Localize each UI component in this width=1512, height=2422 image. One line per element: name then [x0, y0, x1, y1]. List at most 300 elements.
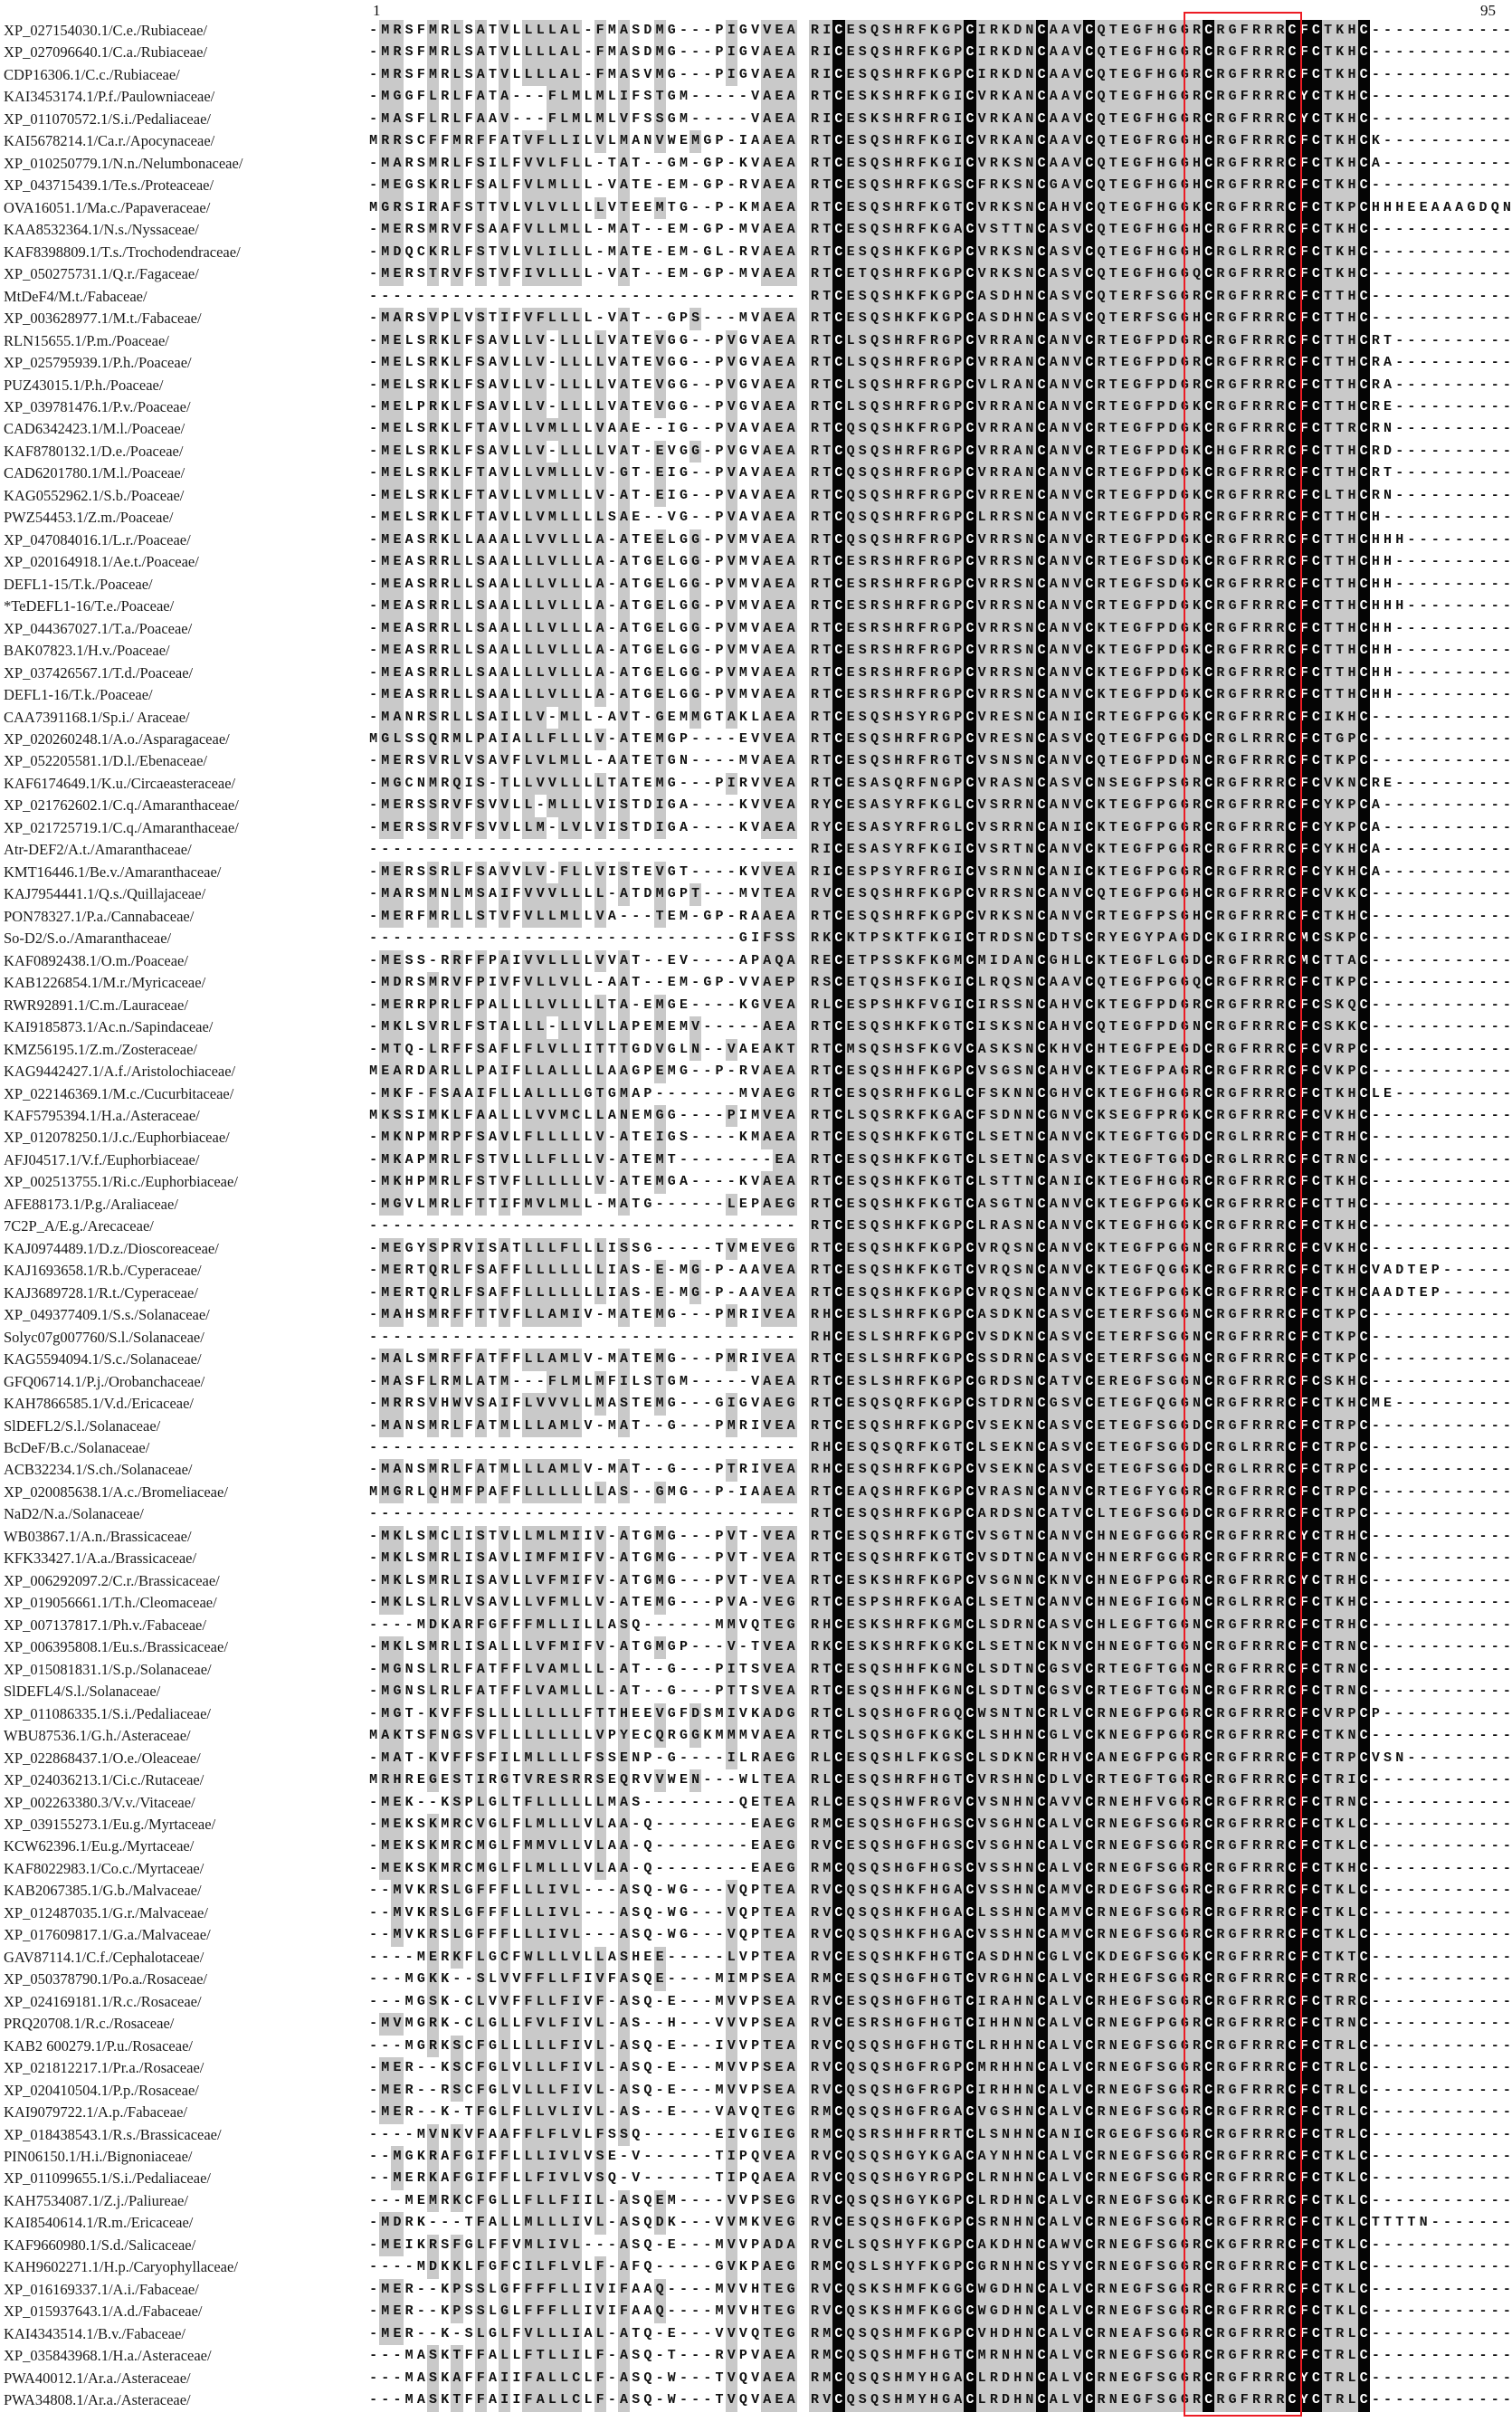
sequence-cells: - M K L S V R L F S T A L L L - L L V L L A P E M E M V - - - - - A E A R T C E S Q S H K F K G T C I S K S N C A H V C Q T E G F P D G N C R G F R R R C F C S K K C - - - - - - - - - - - -: [367, 1016, 1512, 1038]
sequence-name: XP_021762602.1/C.q./Amaranthaceae/: [4, 796, 239, 815]
sequence-name: XP_027154030.1/C.e./Rubiaceae/: [4, 22, 208, 39]
sequence-cells: - M K L S M R L I S A V L L V F M I F V - A T G M G - - - P V T - V E A R T C E S K S H R F K G P C V S G N N C K N V C H N E G F P G G R C R G F R R R C Y C T R H C - - - - - - - - - - - -: [367, 1570, 1512, 1592]
alignment-row: [0, 1748, 1512, 1769]
alignment-row: [0, 1238, 1512, 1260]
sequence-name: KMT16446.1/Be.v./Amaranthaceae/: [4, 863, 222, 881]
sequence-name: ACB32234.1/S.ch./Solanaceae/: [4, 1461, 193, 1479]
sequence-name: KAF6174649.1/K.u./Circaeasteraceae/: [4, 774, 236, 792]
alignment-row: [0, 2389, 1512, 2411]
sequence-name: SlDEFL4/S.l./Solanaceae/: [4, 1683, 161, 1701]
alignment-row: [0, 1393, 1512, 1415]
sequence-cells: - M E R S S R V F S V V L L M - L V L V I S T D I G A - - - - K V A E A R Y C E S A S Y R F R G L C V S R R N C A N I C K T E G F P G G R C R G F R R R C F C Y K P C A - - - - - - - - - - -: [367, 817, 1512, 839]
alignment-row: [0, 1503, 1512, 1525]
sequence-cells: - M E L S R K L F T A V L L V M L L L V - G T - E I G - - P V A V A E A R T C Q S Q S H R F R G P C V R R A N C A N V C R T E G F P D G K C R G F R R R C F C T T H C R T - - - - - - - - - -: [367, 462, 1512, 484]
sequence-name: KAJ7954441.1/Q.s./Quillajaceae/: [4, 885, 206, 903]
sequence-name: XP_012487035.1/G.r./Malvaceae/: [4, 1903, 208, 1921]
alignment-row: [0, 995, 1512, 1016]
sequence-cells: - M R S F M R L S A T V L L L L A L - F M A S V M G - - - P I G V A E A R I C E S Q S H R F K G P C I R K D N C A A V C Q T E G F H G G R C R G F R R R C F C T K H C - - - - - - - - - - - -: [367, 64, 1512, 86]
sequence-name: KMZ56195.1/Z.m./Zosteraceae/: [4, 1040, 197, 1058]
alignment-row: [0, 1416, 1512, 1437]
alignment-row: [0, 1681, 1512, 1702]
alignment-row: [0, 817, 1512, 839]
alignment-row: [0, 1437, 1512, 1459]
alignment-row: [0, 462, 1512, 484]
alignment-row: [0, 2323, 1512, 2345]
sequence-cells: - M K L S M R L I S A L L L V F M I F V - A T G M G P - - - V - T V E A R K C E S K S H R F K G K C L S E T N C K N V C H N E G F T G G N C R G F R R R C F C T R N C - - - - - - - - - - - -: [367, 1636, 1512, 1658]
alignment-row: [0, 375, 1512, 396]
sequence-name: DEFL1-16/T.k./Poaceae/: [4, 686, 153, 704]
sequence-name: Atr-DEF2/A.t./Amaranthaceae/: [4, 841, 192, 859]
sequence-cells: - - - M A S K T F F A I I F A L L C L F - A S Q - W - - - T V Q V A E A R V C Q S Q S H M Y H G A C L R D H N C A L V C R N E G F S G G R C R G F R R R C Y C T R L C - - - - - - - - - - - -: [367, 2389, 1512, 2411]
sequence-cells: M M G R L Q H M F P A F F L L L L L L L A S - - G M G - - P - I A A E A R T C E A Q S H R F K G P C V R A S N C A N V C R T E G F Y G G R C R G F R R R C F C T R P C - - - - - - - - - - - -: [367, 1482, 1512, 1503]
alignment-row: [0, 2345, 1512, 2367]
sequence-name: WBU87536.1/G.h./Asteraceae/: [4, 1727, 191, 1745]
sequence-name: PIN06150.1/H.i./Bignoniaceae/: [4, 2148, 193, 2165]
sequence-cells: - - - M A S K T F F A L L F T L L I L F - A S Q - T - - - R V P V A E A R M C Q S Q S H M F H G T C M R N H N C A L V C R N E G F S G G R C R G F R R R C F C T R L C - - - - - - - - - - - -: [367, 2345, 1512, 2367]
alignment-row: [0, 574, 1512, 596]
alignment-row: [0, 773, 1512, 795]
alignment-row: [0, 507, 1512, 529]
alignment-row: [0, 1194, 1512, 1216]
sequence-name: KAJ0974489.1/D.z./Dioscoreaceae/: [4, 1239, 219, 1257]
alignment-row: [0, 1349, 1512, 1370]
sequence-name: KAB2067385.1/G.b./Malvaceae/: [4, 1882, 202, 1900]
position-label-start: 1: [373, 2, 381, 19]
sequence-cells: - M K L S M R L I S A V L I M F M I F V - A T G M G - - - P V T - V E A R T C E S Q S H R F K G T C V S D T N C A N V C H N E R F G G G R C R G F R R R C F C T R N C - - - - - - - - - - - -: [367, 1548, 1512, 1569]
alignment-row: [0, 1659, 1512, 1681]
sequence-cells: - - - - - - - - - - - - - - - - - - - - - - - - - - - - - - - - - - - - R I C E S A S Y R F K G I C V S R T N C A N V C K T E G F P G G R C R G F R R R C F C Y K H C A - - - - - - - - - - -: [367, 839, 1512, 861]
sequence-name: XP_021812217.1/Pr.a./Rosaceae/: [4, 2059, 204, 2077]
sequence-cells: - M E L S R K L F S A V L L V - L L L L V A T E V G G - - P V G V A E A R T C L S Q S H R F R G P C V R R A N C A N V C R T E G F P D G R C R G F R R R C F C T T H C R A - - - - - - - - - -: [367, 352, 1512, 374]
alignment-row: [0, 109, 1512, 130]
alignment-row: [0, 928, 1512, 949]
sequence-name: XP_044367027.1/T.a./Poaceae/: [4, 619, 193, 637]
sequence-cells: - M E L S R K L F T A V L L V M L L L L S A E - - V G - - P V A V A E A R T C Q S Q S H R F R G P C L R R S N C A N V C R T E G F P D G R C R G F R R R C F C T T H C H - - - - - - - - - - -: [367, 507, 1512, 529]
alignment-row: [0, 308, 1512, 329]
alignment-row: [0, 2036, 1512, 2057]
sequence-cells: - - - - - - - - - - - - - - - - - - - - - - - - - - - - - - - - - - - - R H C E S Q S Q R F K G T C L S E K N C A S V C E T E G F S G G D C R G L R R R C F C T R P C - - - - - - - - - - - -: [367, 1437, 1512, 1459]
sequence-cells: M G L S S Q R M L P A I A L L F L L L V - A T E M G P - - - - E V V E A R T C E S Q S H R F R G P C V R E S N C A S V C Q T E G F P G G D C R G L R R R C F C T G P C - - - - - - - - - - - -: [367, 729, 1512, 750]
alignment-row: [0, 839, 1512, 861]
alignment-row: [0, 485, 1512, 507]
sequence-cells: - - - M G K K - - S L V V F F L L F I V F A S Q E - - - - M I M P S E A R M C E S Q S H G F H G T C V R G H N C A L V C R H E G F S G G R C R G F R R R C F C T R R C - - - - - - - - - - - -: [367, 1969, 1512, 1990]
sequence-cells: - M E A S R R L L S A A L L L V L L L A - A T G E L G G - P V M V A E A R T C E S R S H R F R G P C V R R S N C A N V C K T E G F P D G K C R G F R R R C F C T T H C H H - - - - - - - - - -: [367, 663, 1512, 684]
sequence-cells: - M E L S R K L F S A V L L V - L L L L V A T E V G G - - P V G V A E A R T C L S Q S H R F R G P C V R R A N C A N V C R T E G F P D G R C R G F R R R C F C T T H C R T - - - - - - - - - -: [367, 330, 1512, 352]
sequence-name: KAJ1693658.1/R.b./Cyperaceae/: [4, 1262, 202, 1280]
alignment-row: [0, 1216, 1512, 1237]
sequence-name: XP_037426567.1/T.d./Poaceae/: [4, 663, 194, 682]
sequence-name: KAF8022983.1/Co.c./Myrtaceae/: [4, 1859, 204, 1877]
sequence-cells: - M E A S R R L L S A A L L L V L L L A - A T G E L G G - P V M V A E A R T C E S R S H R F R G P C V R R S N C A N V C R T E G F P D G K C R G F R R R C F C T T H C H H H - - - - - - - - -: [367, 596, 1512, 617]
sequence-name: PUZ43015.1/P.h./Poaceae/: [4, 376, 164, 394]
sequence-name: KFK33427.1/A.a./Brassicaceae/: [4, 1550, 197, 1568]
alignment-row: [0, 2190, 1512, 2212]
alignment-row: [0, 2124, 1512, 2146]
sequence-cells: - M G V L M R L F T T I F M V L M L L - M A T G - - - - - - L E P A E G R T C E S Q S H K F K G T C A S G T N C A N V C K T E G F P G G K C R G F R R R C F C T T H C - - - - - - - - - - - -: [367, 1194, 1512, 1216]
sequence-name: KAI9185873.1/Ac.n./Sapindaceae/: [4, 1018, 214, 1036]
sequence-name: XP_022146369.1/M.c./Cucurbitaceae/: [4, 1084, 234, 1102]
sequence-name: RWR92891.1/C.m./Lauraceae/: [4, 996, 188, 1014]
sequence-name: XP_024036213.1/Ci.c./Rutaceae/: [4, 1771, 204, 1789]
alignment-row: [0, 1991, 1512, 2013]
sequence-name: KAI5678214.1/Ca.r./Apocynaceae/: [4, 132, 215, 150]
alignment-row: [0, 175, 1512, 196]
sequence-name: KAG5594094.1/S.c./Solanaceae/: [4, 1350, 202, 1368]
sequence-name: XP_007137817.1/Ph.v./Fabaceae/: [4, 1616, 206, 1634]
sequence-name: PON78327.1/P.a./Cannabaceae/: [4, 907, 195, 925]
sequence-cells: - M E R - - K S C F G L V L L L F I V L - A S Q - E - - - M V V P S E A R V C Q S Q S H G F R G P C M R H H N C A L V C R N E G F S G G R C R G F R R R C F C T R L C - - - - - - - - - - - -: [367, 2057, 1512, 2079]
sequence-cells: - M E R S T R V F S T V F I V L L L L - V A T - - E M - G P - M V A E A R T C E T Q S H R F K G P C V R K S N C A S V C Q T E G F H G G Q C R G F R R R C F C T K H C - - - - - - - - - - - -: [367, 263, 1512, 285]
alignment-row: [0, 1061, 1512, 1082]
alignment-row: [0, 1969, 1512, 1990]
alignment-row: [0, 950, 1512, 972]
sequence-cells: - M K F - F S A A I F L L A L L L L G T G M A P - - - - - - - M V A E G R T C E S Q S R H F K G L C F S K N N C G H V C K T E G F H G G R C R G F R R R C F C T K H C L E - - - - - - - - - -: [367, 1083, 1512, 1105]
sequence-name: KCW62396.1/Eu.g./Myrtaceae/: [4, 1837, 195, 1855]
sequence-cells: - M E R - - K P S S L G L F F F L L I V I F A A Q - - - - M V V H T E G R V C Q S K S H M F K G G C W G D H N C A L V C R N E G F S G G R C R G F R R R C F C T K L C - - - - - - - - - - - -: [367, 2301, 1512, 2322]
sequence-name: XP_027096640.1/C.a./Rubiaceae/: [4, 43, 208, 62]
alignment-row: [0, 795, 1512, 816]
alignment-row: [0, 2146, 1512, 2168]
sequence-name: XP_011070572.1/S.i./Pedaliaceae/: [4, 110, 211, 128]
alignment-row: [0, 86, 1512, 108]
sequence-cells: - - - - - - - - - - - - - - - - - - - - - - - - - - - - - - - - - - - - R T C E S Q S H R F K G P C A R D S N C A T V C L T E G F S G G D C R G F R R R C F C T R P C - - - - - - - - - - - -: [367, 1503, 1512, 1525]
alignment-row: [0, 2013, 1512, 2035]
alignment-row: [0, 1792, 1512, 1814]
alignment-row: [0, 1548, 1512, 1569]
alignment-row: [0, 1083, 1512, 1105]
sequence-name: XP_011099655.1/S.i./Pedaliaceae/: [4, 2169, 211, 2188]
sequence-cells: - M A N R S R L L S A I L L V - M L L - A V T - G E M M G T A K L A E A R T C E S Q S H S Y R G P C V R E S N C A N I C R T E G F P G G K C R G F R R R C F C I K H C - - - - - - - - - - - -: [367, 707, 1512, 729]
sequence-name: XP_006292097.2/C.r./Brassicaceae/: [4, 1571, 220, 1589]
sequence-name: OVA16051.1/Ma.c./Papaveraceae/: [4, 198, 211, 216]
sequence-cells: - M E R S S R L F S A V V L V - F L L V I S T E V G T - - - - K V V E A R I C E S P S Y R F R G I C V S R N N C A N I C K T E G F P G G R C R G F R R R C F C Y K H C A - - - - - - - - - - -: [367, 862, 1512, 883]
sequence-cells: - M E K - - K S P L G L T F L L L L L L M A S - - - - - - - - Q E T E A R L C E S Q S H W F R G V C V S N H N C A V V C R N E H F V G G R C R G F R R R C F C T R N C - - - - - - - - - - - -: [367, 1792, 1512, 1814]
sequence-name: CAD6342423.1/M.l./Poaceae/: [4, 420, 185, 438]
sequence-cells: - - - - M D K K L F G F C I L F L V L F - A F Q - - - - - G V K P A E G R M C Q S L S H Y F K G P C G R N H N C S Y V C R N E G F S G G R C R G F R R R C F C T K L C - - - - - - - - - - - -: [367, 2256, 1512, 2278]
sequence-cells: M E A R D A R L L P A I F L L A L L L L A A G P E M G - - P - R V A E A R T C E S Q S H H F K G P C V S G S N C A H V C K T E G F P A G R C R G F R R R C F C V K P C - - - - - - - - - - - -: [367, 1061, 1512, 1082]
sequence-name: XP_011086335.1/S.i./Pedaliaceae/: [4, 1704, 211, 1722]
alignment-row: [0, 618, 1512, 640]
alignment-row: [0, 2256, 1512, 2278]
sequence-cells: - M E R S M R V F S A A F V L L M L L - M A T - - E M - G P - M V A E A R T C E S Q S H R F K G A C V S T T N C A S V C Q T E G F H G G H C R G F R R R C F C T K H C - - - - - - - - - - - -: [367, 219, 1512, 241]
sequence-name: RLN15655.1/P.m./Poaceae/: [4, 331, 169, 349]
alignment-row: [0, 130, 1512, 152]
sequence-cells: - M G G F L R L F A T A - - - F L M L M L I F S T G M - - - - - V A E A R T C E S K S H R F K G I C V R K A N C A A V C Q T E G F H G G R C R G F R R R C Y C T K H C - - - - - - - - - - - -: [367, 86, 1512, 108]
alignment-row: [0, 2301, 1512, 2322]
sequence-name: KAA8532364.1/N.s./Nyssaceae/: [4, 221, 199, 239]
alignment-row: [0, 20, 1512, 42]
sequence-cells: - M E L S R K L F S A V L L V - L L L L V A T E V G G - - P V G V A E A R T C L S Q S H R F R G P C V L R A N C A N V C R T E G F P D G R C R G F R R R C F C T T H C R A - - - - - - - - - -: [367, 375, 1512, 396]
sequence-name: XP_047084016.1/L.r./Poaceae/: [4, 530, 191, 548]
alignment-row: [0, 1570, 1512, 1592]
alignment-row: [0, 1836, 1512, 1857]
sequence-cells: - M E R S S R V F S V V L L - M L L L V I S T D I G A - - - - K V V E A R Y C E S A S Y R F K G L C V S R R N C A N V C K T E G F P G G R C R G F R R R C F C Y K P C A - - - - - - - - - - -: [367, 795, 1512, 816]
sequence-name: KAH7534087.1/Z.j./Paliureae/: [4, 2191, 188, 2209]
sequence-cells: - M V M G R K - C L G L L F V L F I V L - A S - - H - - - V V V P S E A R V C E S R S H G F H G T C I H H N N C A L V C R N E G F P G G R C R G F R R R C F C T R N C - - - - - - - - - - - -: [367, 2013, 1512, 2035]
sequence-name: CAA7391168.1/Sp.i./ Araceae/: [4, 708, 190, 726]
sequence-name: XP_003628977.1/M.t./Fabaceae/: [4, 310, 202, 328]
alignment-row: [0, 2080, 1512, 2102]
alignment-row: [0, 883, 1512, 905]
sequence-cells: - M D R S M R V F P I V F V L L V L L - A A T - - E M - G P - V V A E P R S C E T Q S H S F K G I C L R Q S N C A A V C Q T E G F P G G Q C R G F R R R C F C T K P C - - - - - - - - - - - -: [367, 972, 1512, 994]
sequence-name: XP_015081831.1/S.p./Solanaceae/: [4, 1660, 212, 1678]
sequence-name: KAG9442427.1/A.f./Aristolochiaceae/: [4, 1063, 236, 1081]
sequence-cells: - M E L S R K L F S A V L L V - L L L L V A T - E V G G - P V G V A E A R T C Q S Q S H R F R G P C V R R A N C A N V C R T E G F P D G K C H G F R R R C F C T T H C R D - - - - - - - - - -: [367, 441, 1512, 462]
sequence-cells: - M R R S V H W V S A I F L V V V L L M A S T E M G - - - G I G V A E G R T C E S Q S Q R F K G P C S T D R N C G S V C E T E G F Q G G N C R G F R R R C F C T K H C M E - - - - - - - - - -: [367, 1393, 1512, 1415]
sequence-cells: M A K T S F N G S V F L L L L L L L L V P Y E C Q R G G K M M M V A E A R T C L S Q S H G F K G K C L S H H N C G L V C K N E G F P G G R C R G F R R R C F C T K N C - - - - - - - - - - - -: [367, 1725, 1512, 1747]
alignment-row: [0, 1171, 1512, 1193]
sequence-cells: - M E A S R R L L S A A L L L V L L L A - A T G E L G G - P V M V A E A R T C E S R S H R F R G P C V R R S N C A N V C R T E G F S D G K C R G F R R R C F C T T H C H H - - - - - - - - - -: [367, 551, 1512, 573]
sequence-name: *TeDEFL1-16/T.e./Poaceae/: [4, 597, 175, 615]
sequence-cells: - - - - - - - - - - - - - - - - - - - - - - - - - - - - - - - - - - - - R T C E S Q S H K F K G P C L R A S N C A N V C K T E G F H G G K C R G F R R R C F C T K H C - - - - - - - - - - - -: [367, 1216, 1512, 1237]
sequence-name: GFQ06714.1/P.j./Orobanchaceae/: [4, 1372, 205, 1390]
sequence-cells: - M E R - - K - S L G L F V L L L I A L - A T Q - E - - - V V V Q T E G R M C Q S Q S H M F K G P C V H D H N C A L V C R N E A F S G G R C R G F R R R C F C T R L C - - - - - - - - - - - -: [367, 2323, 1512, 2345]
alignment-row: [0, 1769, 1512, 1791]
sequence-cells: - M E A S R R L L S A A L L L V L L L A - A T G E L G G - P V M V A E A R T C E S R S H R F R G P C V R R S N C A N V C K T E G F P D G K C R G F R R R C F C T T H C H H - - - - - - - - - -: [367, 684, 1512, 706]
alignment-row: [0, 551, 1512, 573]
sequence-name: AFJ04517.1/V.f./Euphorbiaceae/: [4, 1150, 200, 1168]
alignment-row: [0, 352, 1512, 374]
sequence-name: BAK07823.1/H.v./Poaceae/: [4, 642, 170, 660]
sequence-cells: M R R S C F F M R F F A T V F L L I L V L M A N V W E M G P - I A A E A R T C E S Q S H R F K G I C V R K A N C A A V C Q T E G F R G G H C R G F R R R C F C T K H C K - - - - - - - - - - -: [367, 130, 1512, 152]
alignment-row: [0, 1283, 1512, 1304]
sequence-name: XP_039781476.1/P.v./Poaceae/: [4, 397, 191, 415]
sequence-cells: - M E K S K M R C V G L F L M L L L V L A A - Q - - - - - - - - E A E G R M C E S Q S H G F H G S C V S G H N C A L V C R N E G F S G G R C R G F R R R C F C T K L C - - - - - - - - - - - -: [367, 1814, 1512, 1836]
sequence-cells: - M E R T Q R L F S A F F L L L L L L L I A S - E - M G - P - A A V E A R T C E S Q S H K F K G T C V R Q S N C A N V C K T E G F Q G G K C R G F R R R C F C T K H C V A D T E P - - - - - -: [367, 1260, 1512, 1282]
sequence-name: NaD2/N.a./Solanaceae/: [4, 1505, 144, 1523]
sequence-cells: - M E R T Q R L F S A F F L L L L L L L I A S - E - M G - P - A A V E A R T C E S Q S H K F K G P C V R Q S N C A N V C K T E G F P G G K C R G F R R R C F C T K H C A A D T E P - - - - - -: [367, 1283, 1512, 1304]
sequence-cells: - M E I K R S F G L F F V M L I V L - - - A S Q - E - - - M V V P A D A R V C L S Q S H Y F K G P C A K D H N C A W V C R N E G F S G G R C K G F R R R C F C T K L C - - - - - - - - - - - -: [367, 2235, 1512, 2256]
alignment-row: [0, 153, 1512, 175]
alignment-row: [0, 1459, 1512, 1481]
sequence-name: XP_006395808.1/Eu.s./Brassicaceae/: [4, 1638, 228, 1656]
sequence-cells: - M A N S M R L F A T M L L L A M L V - M A T - - G - - - P T R I V E A R H C E S Q S H R F K G P C V S E K N C A S V C E T E G F S G G D C R G L R R R C F C T R P C - - - - - - - - - - - -: [367, 1459, 1512, 1481]
sequence-cells: - - M E R K A F G I F F L L F I V L V S Q - V - - - - - - T I P Q A E A R V C Q S Q S H G Y R G P C L R N H N C A L V C R N E G F S G G R C R G F R R R C F C T K L C - - - - - - - - - - - -: [367, 2168, 1512, 2189]
sequence-name: XP_049377409.1/S.s./Solanaceae/: [4, 1306, 210, 1324]
sequence-cells: - M E R - - K P S S L G F F F F L L I V I F A A Q - - - - M V V H T E G R V C Q S K S H M F K G G C W G D H N C A L V C R N E G F S G G R C R G F R R R C F C T K L C - - - - - - - - - - - -: [367, 2279, 1512, 2301]
sequence-name: XP_043715439.1/Te.s./Proteaceae/: [4, 176, 214, 195]
alignment-row: [0, 64, 1512, 86]
sequence-cells: - M G T - K V F F S L L L L L L L L F T T H E E V G F D S M I V K A D G R T C L S Q S H G F R G Q C W S N T N C R L V C R N E G F P G G R C R G F R R R C F C V R P C P - - - - - - - - - - -: [367, 1703, 1512, 1725]
sequence-cells: - M E R S V R L V S A V F L V L M L L - A A T E T G N - - - - M V A E A R T C E S Q S H R F R G T C V S N S N C A N V C Q T E G F P D G N C R G F R R R C F C T K P C - - - - - - - - - - - -: [367, 750, 1512, 772]
sequence-name: XP_035843968.1/H.a./Asteraceae/: [4, 2347, 212, 2365]
alignment-row: [0, 1327, 1512, 1349]
alignment-row: [0, 242, 1512, 263]
sequence-cells: - M E R R P R L F P A L L L L V L L L L T A - E M G E - - - - K G V E A R L C E S P S H K F V G I C I R S S N C A H V C K T E G F P D G R C R G F R R R C F C S K Q C - - - - - - - - - - - -: [367, 995, 1512, 1016]
sequence-cells: - M G C N M R Q I S - T L L V V L L L L T A T E M G - - - P I R V V E A R T C E S A S Q R F N G P C V R A S N C A S V C N S E G F P S G R C R G F R R R C F C V K N C R E - - - - - - - - - -: [367, 773, 1512, 795]
sequence-cells: - M A N S M R L F A T M L L L A M L V - M A T - - G - - - P M R I V E A R T C E S Q S H R F K G P C V S E K N C A S V C E T E G F S G G D C R G F R R R C F C T R P C - - - - - - - - - - - -: [367, 1416, 1512, 1437]
sequence-cells: - M E S S - R R F F P A I V V L L L L V V A T - - E V - - - - A P A Q A R E C E T P S S K F K G M C M I D A N C G H L C K T E G F L G G D C R G F R R R C M C T T A C - - - - - - - - - - - -: [367, 950, 1512, 972]
sequence-name: XP_017609817.1/G.a./Malvaceae/: [4, 1926, 211, 1944]
alignment-row: [0, 906, 1512, 928]
sequence-name: KAF8398809.1/T.s./Trochodendraceae/: [4, 243, 241, 261]
sequence-name: KAB2 600279.1/P.u./Rosaceae/: [4, 2036, 193, 2055]
alignment-row: [0, 1947, 1512, 1969]
sequence-cells: - M A R S M R L F S I L F V V L F L L - T A T - - G M - G P - K V A E A R T C E S Q S H R F K G I C V R K S N C A A V C Q T E G F H G G H C R G F R R R C F C T K H C A - - - - - - - - - - -: [367, 153, 1512, 175]
sequence-cells: - M A R S M N L M S A I F V V V L L L L - A T D M G P T - - - M V T E A R V C E S Q S H R F K G P C V R R S N C A N V C Q T E G F P G G H C R G F R R R C F C V K K C - - - - - - - - - - - -: [367, 883, 1512, 905]
sequence-name: GAV87114.1/C.f./Cephalotaceae/: [4, 1948, 204, 1966]
alignment-row: [0, 330, 1512, 352]
sequence-name: XP_020164918.1/Ae.t./Poaceae/: [4, 553, 199, 571]
sequence-name: KAI8540614.1/R.m./Ericaceae/: [4, 2214, 194, 2232]
sequence-name: CDP16306.1/C.c./Rubiaceae/: [4, 65, 180, 83]
sequence-cells: - - - - M D K A R F G F F F M L L I L L A S Q - - - - - - M M V Q T E G R H C E S K S H R F K G M C L S D R N C A S V C H L E G F T G G N C R G F R R R C F C T R H C - - - - - - - - - - - -: [367, 1615, 1512, 1636]
alignment-row: [0, 729, 1512, 750]
alignment-row: [0, 972, 1512, 994]
sequence-cells: - M K H P M R L F S T V F L L L L L L V - A T E M G A - - - - K V A E A R T C E S Q S H K F K G T C L S T T N C A N I C K T E G F H G G R C R G F R R R C F C T K H C - - - - - - - - - - - -: [367, 1171, 1512, 1193]
sequence-cells: - M K A P M R L F S T V L L L F L L L V - A T E M T - - - - - - - - E A R T C E S Q S H K F K G T C L S E T N C A S V C K T E G F T G G D C R G L R R R C F C T R N C - - - - - - - - - - - -: [367, 1149, 1512, 1171]
sequence-cells: - M D Q C K R L F S T V L V L I L L L - M A T E - E M - G L - R V A E A R T C E S Q S H K F K G P C V R K S N C A S V C Q T E G F H G G H C R G L R R R C F C T K H C - - - - - - - - - - - -: [367, 242, 1512, 263]
alignment-row: [0, 1858, 1512, 1880]
sequence-name: DEFL1-15/T.k./Poaceae/: [4, 575, 153, 593]
sequence-cells: - M E G Y S P R V I S A T L L L F L L L I S S G - - - - - T V M E V E G R T C E S Q S H K F K G P C V R Q S N C A N V C K T E G F P G G N C R G F R R R C F C V K H C - - - - - - - - - - - -: [367, 1238, 1512, 1260]
sequence-name: XP_024169181.1/R.c./Rosaceae/: [4, 1992, 202, 2010]
sequence-name: XP_020260248.1/A.o./Asparagaceae/: [4, 730, 230, 748]
alignment-row: [0, 1371, 1512, 1393]
sequence-name: WB03867.1/A.n./Brassicaceae/: [4, 1527, 192, 1545]
sequence-name: KAI4343514.1/B.v./Fabaceae/: [4, 2324, 186, 2342]
alignment-row: [0, 1016, 1512, 1038]
alignment-row: [0, 1725, 1512, 1747]
sequence-cells: - M A S F L R L F A A V - - - F L M L M L V F S S G M - - - - - V A E A R I C E S K S H R F R G I C V R K A N C A A V C Q T E G F H G G R C R G F R R R C Y C T K H C - - - - - - - - - - - -: [367, 109, 1512, 130]
sequence-name: XP_021725719.1/C.q./Amaranthaceae/: [4, 818, 239, 836]
sequence-cells: - M E R F M R L L S T V F V L L M L L V A - - - T E M - G P - R A A E A R T C E S Q S H R F K G P C V R K S N C A N V C R T E G F P S G H C R G F R R R C F C T K H C - - - - - - - - - - - -: [367, 906, 1512, 928]
sequence-cells: - M A L S M R F F A T F F L L A M L V - M A T E M G - - - P M R I V E A R T C E S L S H R F K G P C S S D R N C A S V C E T E R F S G G N C R G F R R R C F C T K P C - - - - - - - - - - - -: [367, 1349, 1512, 1370]
sequence-name: MtDeF4/M.t./Fabaceae/: [4, 287, 147, 305]
alignment-row: [0, 2279, 1512, 2301]
alignment-row: [0, 750, 1512, 772]
sequence-cells: - - - - M V N K V F A A F F L F L V L F S S Q - - - - - - E I V G I E G R M C Q S R S H H F R R T C L S N H N C A N I C R G E G F S G G R C R G F R R R C F C T R L C - - - - - - - - - - - -: [367, 2124, 1512, 2146]
sequence-name: KAB1226854.1/M.r./Myricaceae/: [4, 974, 206, 992]
alignment-row: [0, 2368, 1512, 2389]
sequence-name: KAH9602271.1/H.p./Caryophyllaceae/: [4, 2258, 238, 2276]
sequence-name: PWA40012.1/Ar.a./Asteraceae/: [4, 2369, 191, 2387]
alignment-row: [0, 1902, 1512, 1924]
ruler: [0, 0, 1512, 20]
sequence-cells: - M E A S R R L L S A A L L L V L L L A - A T G E L G G - P V M V A E A R T C E S R S H R F R G P C V R R S N C A N V C K T E G F P D G K C R G F R R R C F C T T H C H H - - - - - - - - - -: [367, 640, 1512, 662]
sequence-cells: M R H R E G E S T I R G T V R E S R R S E Q R V V W E N - - - W L T E A R L C E S Q S H R F H G T C V R S H N C D L V C R T E G F T G G R C R G F R R R C F C T R I C - - - - - - - - - - - -: [367, 1769, 1512, 1791]
sequence-name: BcDeF/B.c./Solanaceae/: [4, 1439, 150, 1456]
sequence-cells: - M G N S L R L F A T F F L V A M L L L - A T - - G - - - P I T S V E A R T C E S Q S H H F K G N C L S D T N C G S V C R T E G F T G G N C R G F R R R C F C T R N C - - - - - - - - - - - -: [367, 1659, 1512, 1681]
sequence-name: KAF8780132.1/D.e./Poaceae/: [4, 442, 184, 460]
alignment-row: [0, 1924, 1512, 1946]
sequence-name: XP_050275731.1/Q.r./Fagaceae/: [4, 265, 199, 283]
sequence-name: So-D2/S.o./Amaranthaceae/: [4, 930, 172, 948]
sequence-cells: - M R S F M R L S A T V L L L L A L - F M A S D M G - - - P I G V A E A R I C E S Q S H R F K G P C I R K D N C A A V C Q T E G F H G G R C R G F R R R C F C T K H C - - - - - - - - - - - -: [367, 42, 1512, 63]
sequence-name: XP_020085638.1/A.c./Bromeliaceae/: [4, 1483, 228, 1501]
sequence-name: KAJ3689728.1/R.t./Cyperaceae/: [4, 1283, 198, 1302]
alignment-row: [0, 396, 1512, 418]
sequence-name: XP_002263380.3/V.v./Vitaceae/: [4, 1793, 195, 1811]
sequence-name: 7C2P_A/E.g./Arecaceae/: [4, 1217, 154, 1235]
sequence-cells: - M E A S R R L L S A A L L L V L L L A - A T G E L G G - P V M V A E A R T C E S R S H R F R G P C V R R S N C A N V C K T E G F P D G K C R G F R R R C F C T T H C H H - - - - - - - - - -: [367, 618, 1512, 640]
alignment-row: [0, 1105, 1512, 1127]
sequence-cells: - - M V K R S L G F F F L L L I V L - - - A S Q - W G - - - V Q P T E A R V C Q S Q S H K F H G A C V S S H N C A M V C R N E G F S G G R C R G F R R R C F C T K L C - - - - - - - - - - - -: [367, 1924, 1512, 1946]
sequence-name: XP_022868437.1/O.e./Oleaceae/: [4, 1749, 201, 1767]
sequence-cells: - M D R K - - - T F A L L M L L L I V L - A S Q D K - - - V V M K V E G R V C E S Q S H G F K G P C S R N H N C A L V C R N E G F S G G R C R G F R R R C F C T K L C T T T T N - - - - - - -: [367, 2212, 1512, 2234]
alignment-row: [0, 1304, 1512, 1326]
alignment-row: [0, 197, 1512, 219]
alignment-row: [0, 684, 1512, 706]
alignment-row: [0, 2235, 1512, 2256]
sequence-name: XP_039155273.1/Eu.g./Myrtaceae/: [4, 1815, 216, 1833]
sequence-cells: - - M V K R S L G F F F L L L I V L - - - A S Q - W G - - - V Q P T E A R V C Q S Q S H K F H G A C V S S H N C A M V C R D E G F S G G R C R G F R R R C F C T K L C - - - - - - - - - - - -: [367, 1880, 1512, 1902]
sequence-cells: - M A R S V P L V S T I F V F L L L L - V A T - - G P S - - - M V A E A R T C E S Q S H K F K G P C A S D H N C A S V C Q T E R F S G G H C R G F R R R C F C T T H C - - - - - - - - - - - -: [367, 308, 1512, 329]
sequence-cells: - M E L S R K L F T A V L L V M L L L V - A T - E I G - - P V A V A E A R T C Q S Q S H R F R G P C V R R E N C A N V C R T E G F P D G K C R G F R R R C F C L T H C R N - - - - - - - - - -: [367, 485, 1512, 507]
alignment-row: [0, 1814, 1512, 1836]
sequence-name: XP_015937643.1/A.d./Fabaceae/: [4, 2303, 203, 2321]
alignment-row: [0, 1880, 1512, 1902]
sequence-name: XP_010250779.1/N.n./Nelumbonaceae/: [4, 154, 243, 172]
sequence-cells: M G R S I R A F S T T V L V L V L L L L V T E E M T G - - P - K M A E A R T C E S Q S H R F K G T C V R K S N C A H V C Q T E G F H G G K C R G F R R R C F C T K P C H H H E E A A A G D Q N: [367, 197, 1512, 219]
sequence-cells: - - - M E M R K C F G L L F L L F I I L - A S Q E M - - - - V V P S E G R V C Q S Q S H G Y K G P C L R D H N C A L V C R N E G F S G G K C R G F R R R C F C T K L C - - - - - - - - - - - -: [367, 2190, 1512, 2212]
sequence-cells: - M E K S K M R C M G L F L M L L L V L A A - Q - - - - - - - - E A E G R M C Q S Q S H G F H G S C V S S H N C A L V C R N E G F S G G R C R G F R R R C F C T K H C - - - - - - - - - - - -: [367, 1858, 1512, 1880]
sequence-cells: - M K N P M R P F S A V L F L L L L L V - A T E I G S - - - - K M A E A R T C E S Q S H K F K G T C L S E T N C A N V C K T E G F T G G D C R G L R R R C F C T R H C - - - - - - - - - - - -: [367, 1127, 1512, 1149]
sequence-name: CAD6201780.1/M.l./Poaceae/: [4, 464, 185, 482]
alignment-row: [0, 219, 1512, 241]
alignment-row: [0, 1526, 1512, 1548]
sequence-name: XP_018438543.1/R.s./Brassicaceae/: [4, 2125, 222, 2143]
alignment-row: [0, 707, 1512, 729]
sequence-cells: - - - - - - - - - - - - - - - - - - - - - - - - - - - - - - - - - - - - R T C E S Q S H K F K G P C A S D H N C A S V C Q T E R F S G G R C R G F R R R C F C T T H C - - - - - - - - - - - -: [367, 286, 1512, 308]
alignment-row: [0, 1039, 1512, 1061]
alignment-row: [0, 1127, 1512, 1149]
alignment-row: [0, 263, 1512, 285]
sequence-name: SlDEFL2/S.l./Solanaceae/: [4, 1416, 161, 1435]
sequence-cells: - M A H S M R F F T T V F L L A M I V - M A T E M G - - - P M R I V E A R H C E S L S H R F K G P C A S D K N C A S V C E T E R F S G G N C R G F R R R C F C T K P C - - - - - - - - - - - -: [367, 1304, 1512, 1326]
sequence-name: KAF0892438.1/O.m./Poaceae/: [4, 951, 188, 969]
alignment-rows: [0, 20, 1512, 2412]
sequence-name: Solyc07g007760/S.l./Solanaceae/: [4, 1328, 204, 1346]
sequence-cells: - M E R - - K - T F G L F L L V L I V L - A S - - E - - - V A V Q T E G R M C Q S Q S H G F R G A C V G S H N C A L V C R N E G F S G G R C R G F R R R C F C T R L C - - - - - - - - - - - -: [367, 2102, 1512, 2123]
sequence-name: XP_025795939.1/P.h./Poaceae/: [4, 354, 192, 372]
alignment-row: [0, 1482, 1512, 1503]
sequence-name: XP_019056661.1/T.h./Cleomaceae/: [4, 1594, 217, 1612]
alignment-row: [0, 1615, 1512, 1636]
sequence-name: XP_016169337.1/A.i./Fabaceae/: [4, 2280, 199, 2298]
sequence-cells: - - - - M E R K F L G C F W L L L V L L A S H E E - - - - - L V P T E A R V C E S Q S H K F H G T C A S D H N C G L V C K D E G F S G G K C R G F R R R C F C T K T C - - - - - - - - - - - -: [367, 1947, 1512, 1969]
sequence-name: XP_050378790.1/Po.a./Rosaceae/: [4, 1970, 208, 1988]
sequence-cells: - M R S F M R L S A T V L L L L A L - F M A S D M G - - - P I G V V E A R I C E S Q S H R F K G P C I R K D N C A A V C Q T E G F H G G R C R G F R R R C F C T K H C - - - - - - - - - - - -: [367, 20, 1512, 42]
sequence-cells: - M E A S R K L L A A A L L V V L L L A - A T E E L G G - P V M V A E A R T C Q S Q S H R F R G P C V R R S N C A N V C R T E G F P D G K C R G F R R R C F C T T H C H H H - - - - - - - - -: [367, 529, 1512, 551]
alignment-row: [0, 286, 1512, 308]
sequence-cells: - M E G S K R L F S A L F V L M L L L - V A T E - E M - G P - R V A E A R T C E S Q S H R F K G S C F R K S N C G A V C Q T E G F H G G H C R G F R R R C F C T K H C - - - - - - - - - - - -: [367, 175, 1512, 196]
alignment-row: [0, 1592, 1512, 1614]
sequence-cells: - M T Q - L R F F S A F L F L V L L I T T T G D V G L N - - V A E A K T R T C M S Q S H S F K G V C A S K S N C K H V C H T E G F P E G D C R G F R R R C F C V R P C - - - - - - - - - - - -: [367, 1039, 1512, 1061]
sequence-cells: M K S S I M K L F A A L L L V V M C L L A N E M G G - - - - P I M V E A R T C L S Q S R K F K G A C F S D N N C G N V C K S E G F P R G K C R G F R R R C F C V K H C - - - - - - - - - - - -: [367, 1105, 1512, 1127]
alignment-row: [0, 529, 1512, 551]
alignment-row: [0, 441, 1512, 462]
alignment-row: [0, 640, 1512, 662]
sequence-cells: - M K L S M C L I S T V L L M L M I I V - A T G M G - - - P V T - V E A R T C E S Q S H R F K G T C V S G T N C A N V C H N E G F G G G R C R G F R R R C Y C T R H C - - - - - - - - - - - -: [367, 1526, 1512, 1548]
sequence-cells: - M A S F L R M L A T M - - - F L M L M F I L S T G M - - - - - V A E A R T C E S L S H R F K G P C G R D S N C A T V C E R E G F S G G N C R G F R R R C F C S K H C - - - - - - - - - - - -: [367, 1371, 1512, 1393]
alignment-row: [0, 2212, 1512, 2234]
alignment-row: [0, 42, 1512, 63]
alignment-row: [0, 663, 1512, 684]
sequence-name: XP_002513755.1/Ri.c./Euphorbiaceae/: [4, 1173, 238, 1191]
sequence-cells: - - - - - - - - - - - - - - - - - - - - - - - - - - - - - - - G I F S S R K C K T P S K T F K G I C T R D S N C D T S C R Y E G Y P A G D C K G I R R R C M C S K P C - - - - - - - - - - - -: [367, 928, 1512, 949]
sequence-name: XP_020410504.1/P.p./Rosaceae/: [4, 2081, 199, 2099]
sequence-cells: - M E L S R K L F T A V L L V M L L L V A A E - - I G - - P V A V A E A R T C Q S Q S H K F R G P C V R R A N C A N V C R T E G F P D G K C R G F R R R C F C T T R C R N - - - - - - - - - -: [367, 418, 1512, 440]
sequence-name: PWA34808.1/Ar.a./Asteraceae/: [4, 2391, 191, 2409]
sequence-cells: - - - M G S K - C L V V F F L L F I V F - A S Q - E - - - M V V P S E A R V C E S Q S H G F H G T C I R A H N C A L V C R H E G F S G G R C R G F R R R C F C T R R C - - - - - - - - - - - -: [367, 1991, 1512, 2013]
sequence-cells: - M E R - - R S C F G L V L L L F I V L - A S Q - E - - - M V V P S E A R V C Q S Q S H G F R G P C I R H H N C A L V C R N E G F S G G R C R G F R R R C F C T R L C - - - - - - - - - - - -: [367, 2080, 1512, 2102]
sequence-cells: - - M V K R S L G F F F L L L I V L - - - A S Q - W G - - - V Q P T E A R V C Q S Q S H K F H G A C L S S H N C A M V C R N E G F S G G R C R G F R R R C F C T K L C - - - - - - - - - - - -: [367, 1902, 1512, 1924]
sequence-name: KAI3453174.1/P.f./Paulowniaceae/: [4, 88, 215, 106]
alignment-row: [0, 2057, 1512, 2079]
alignment-row: [0, 1636, 1512, 1658]
sequence-name: AFE88173.1/P.g./Araliaceae/: [4, 1195, 178, 1213]
